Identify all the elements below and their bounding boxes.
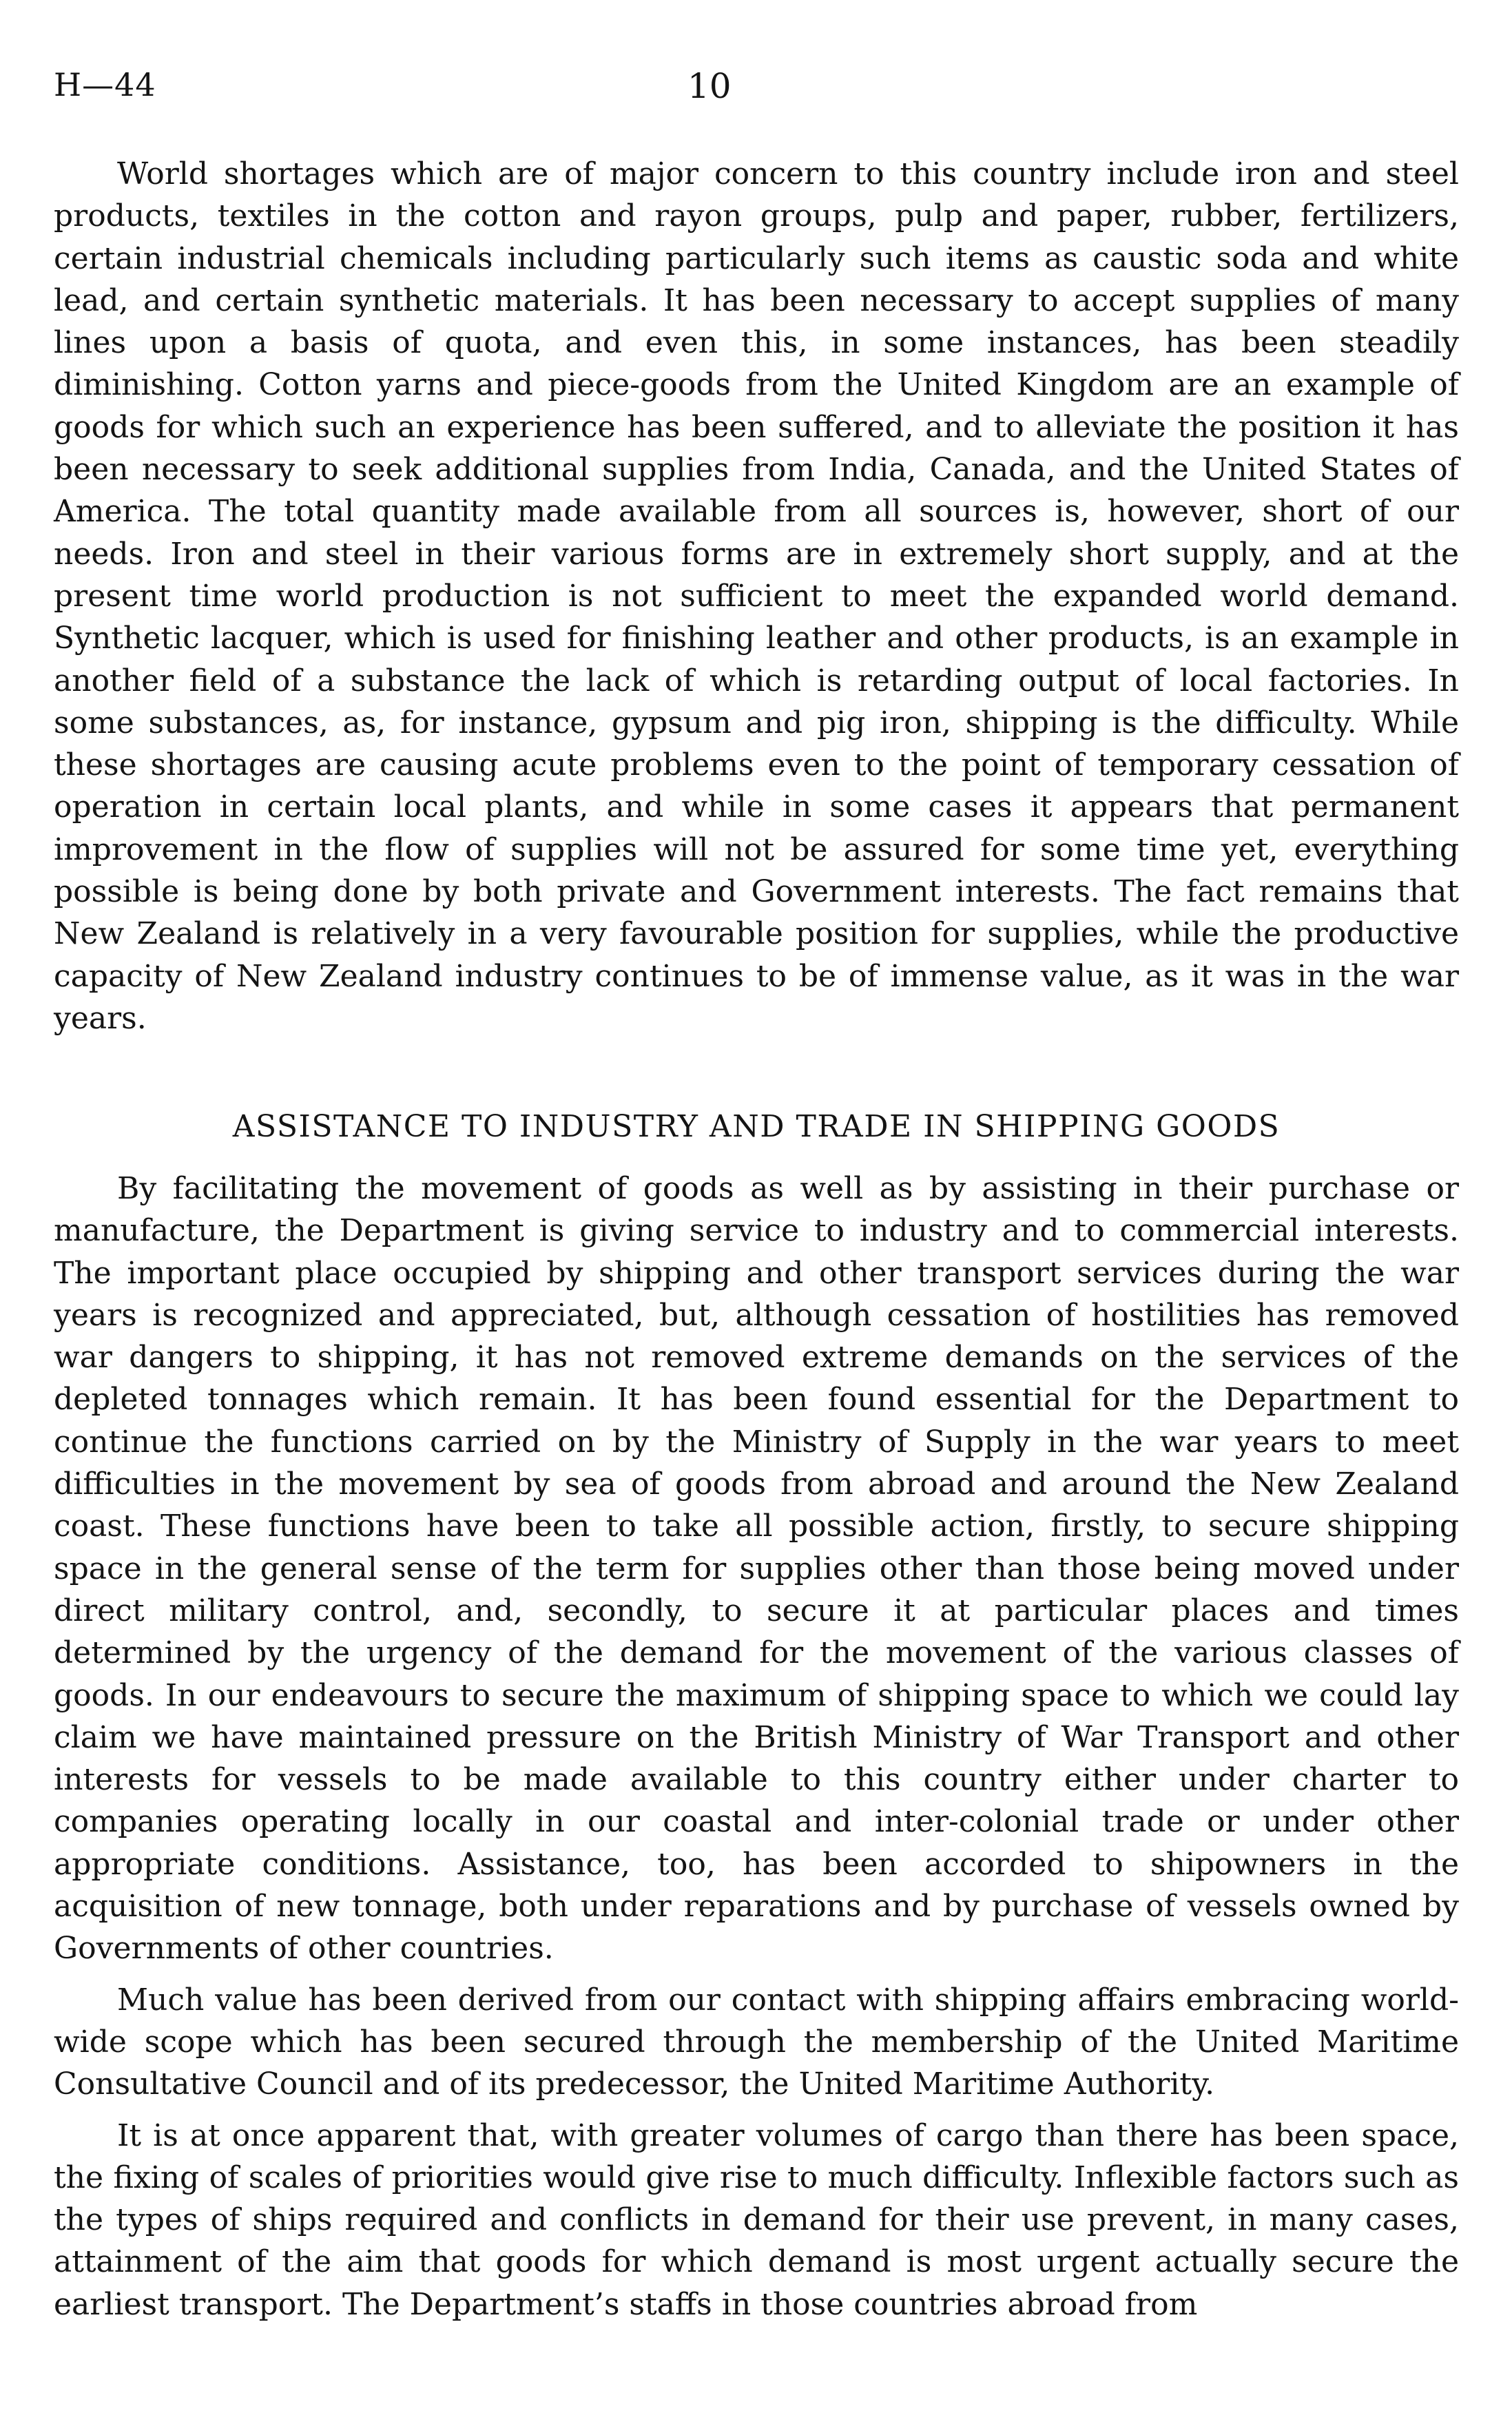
paragraph: World shortages which are of major concern to this country include iron and steel products, textiles in the cotton and rayon groups, pulp and paper, rubber, fertilizers, certain industrial chemicals including particularly such items as caustic soda and white lead, and certain synthetic materials. It has been necessary to accept supplies of many lines upon a basis of quota, and even this, in some instances, has been steadily diminishing. Cotton yarns and piece-goods from the United Kingdom are an example of goods for which such an experience has been suffered, and to alleviate the position it has been necessary to seek additional supplies from India, Canada, and the United States of America. The total quantity made available from all sources is, however, short of our needs. Iron and steel in their various forms are in extremely short supply, and at the present time world production is not sufficient to meet the expanded world demand. Synthetic lacquer, which is used for finishing leather and other products, is an example in another field of a substance the lack of which is retarding output of local factories. In some substances, as, for instance, gypsum and pig iron, shipping is the difficulty. While these shortages are causing acute problems even to the point of temporary cessation of operation in certain local plants, and while in some cases it appears that permanent improvement in the flow of supplies will not be assured for some time yet, everything possible is being done by both private and Government interests. The fact remains that New Zealand is relatively in a very favourable position for supplies, while the productive capacity of New Zealand industry continues to be of immense value, as it was in the war years. (54, 156, 1459, 1036)
page-number: 10 (687, 66, 732, 106)
intro-text-block (54, 153, 1459, 1039)
page-header (54, 66, 1459, 114)
section-heading: ASSISTANCE TO INDUSTRY AND TRADE IN SHIPPING GOODS (232, 1109, 1281, 1144)
paragraph: It is at once apparent that, with greater volumes of cargo than there has been space, the fixing of scales of priorities would give rise to much difficulty. Inflexible factors such as the types of ships required and conflicts in demand for their use prevent, in many cases, attainment of the aim that goods for which demand is most urgent actually secure the earliest transport. The Department’s staffs in those countries abroad from (54, 2117, 1459, 2322)
paragraph: By facilitating the movement of goods as well as by assisting in their purchase or manufacture, the Department is giving service to industry and to commercial interests. The important place occupied by shipping and other transport services during the war years is recognized and appreciated, but, although cessation of hostilities has removed war dangers to shipping, it has not removed extreme demands on the services of the depleted tonnages which remain. It has been found essential for the Department to continue the functions carried on by the Ministry of Supply in the war years to meet difficulties in the movement by sea of goods from abroad and around the New Zealand coast. These functions have been to take all possible action, firstly, to secure shipping space in the general sense of the term for supplies other than those being moved under direct military control, and, secondly, to secure it at particular places and times determined by the urgency of the demand for the movement of the various classes of goods. In our endeavours to secure the maximum of shipping space to which we could lay claim we have maintained pressure on the British Ministry of War Transport and other interests for vessels to be made available to this country either under charter to companies operating locally in our coastal and inter-colonial trade or under other appropriate conditions. Assistance, too, has been accorded to shipowners in the acquisition of new tonnage, both under reparations and by purchase of vessels owned by Governments of other countries. (54, 1171, 1459, 1967)
document-reference: H—44 (54, 66, 156, 103)
section-text-block (54, 1168, 1459, 2325)
paragraph: Much value has been derived from our contact with shipping affairs embracing world-wide scope which has been secured through the membership of the United Maritime Consultative Council and of its predecessor, the United Maritime Authority. (54, 1982, 1459, 2102)
